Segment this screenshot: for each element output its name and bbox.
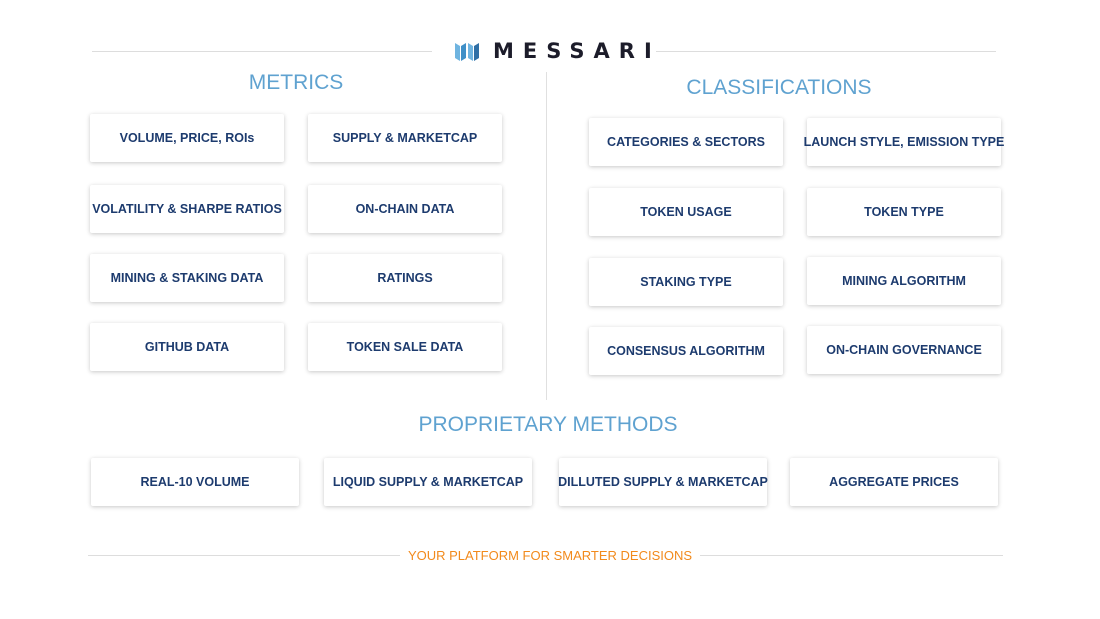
- classification-card: ON-CHAIN GOVERNANCE: [807, 326, 1001, 374]
- classification-card: LAUNCH STYLE, EMISSION TYPE: [807, 118, 1001, 166]
- header-rule-right: [656, 51, 996, 52]
- header-rule-left: [92, 51, 432, 52]
- metric-card: GITHUB DATA: [90, 323, 284, 371]
- proprietary-card: LIQUID SUPPLY & MARKETCAP: [324, 458, 532, 506]
- classification-card: TOKEN USAGE: [589, 188, 783, 236]
- metrics-title: METRICS: [248, 71, 344, 94]
- messari-m-icon: [455, 41, 479, 61]
- classifications-title: CLASSIFICATIONS: [686, 76, 872, 99]
- classification-card: MINING ALGORITHM: [807, 257, 1001, 305]
- metric-card: RATINGS: [308, 254, 502, 302]
- classification-card: STAKING TYPE: [589, 258, 783, 306]
- tagline-text: YOUR PLATFORM FOR SMARTER DECISIONS: [400, 548, 700, 563]
- brand-logo: [455, 38, 661, 64]
- metric-card: VOLATILITY & SHARPE RATIOS: [90, 185, 284, 233]
- metric-card: VOLUME, PRICE, ROIs: [90, 114, 284, 162]
- metric-card: TOKEN SALE DATA: [308, 323, 502, 371]
- brand-name: MESSARI: [493, 39, 661, 63]
- proprietary-card: REAL-10 VOLUME: [91, 458, 299, 506]
- proprietary-title: PROPRIETARY METHODS: [418, 413, 678, 436]
- classification-card: TOKEN TYPE: [807, 188, 1001, 236]
- proprietary-card: AGGREGATE PRICES: [790, 458, 998, 506]
- metric-card: MINING & STAKING DATA: [90, 254, 284, 302]
- classification-card: CATEGORIES & SECTORS: [589, 118, 783, 166]
- metric-card: ON-CHAIN DATA: [308, 185, 502, 233]
- metric-card: SUPPLY & MARKETCAP: [308, 114, 502, 162]
- classification-card: CONSENSUS ALGORITHM: [589, 327, 783, 375]
- proprietary-card: DILLUTED SUPPLY & MARKETCAP: [559, 458, 767, 506]
- tagline: [0, 548, 1100, 563]
- section-divider: [546, 72, 547, 400]
